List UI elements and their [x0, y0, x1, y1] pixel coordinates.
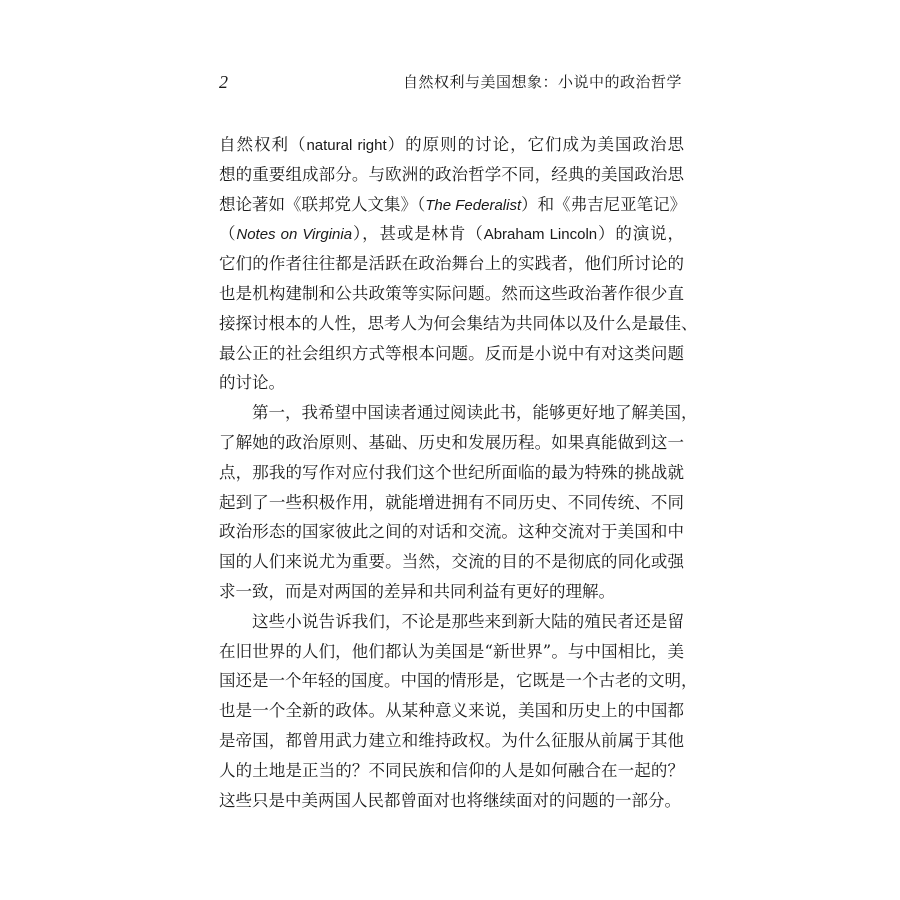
running-title: 自然权利与美国想象：小说中的政治哲学	[402, 73, 682, 91]
text-line: 了解她的政治原则、基础、历史和发展历程。如果真能做到这一	[219, 432, 684, 452]
text-line: （Notes on Virginia），甚或是林肯（Abraham Lincoln）的演说，	[219, 224, 685, 244]
text-line: 想的重要组成部分。与欧洲的政治哲学不同，经典的美国政治思	[219, 164, 684, 184]
paragraph	[219, 398, 698, 607]
text-line: 也是一个全新的政体。从某种意义来说，美国和历史上的中国都	[219, 701, 684, 721]
text-line: 自然权利（natural right）的原则的讨论，它们成为美国政治思	[219, 135, 684, 154]
body-text	[219, 130, 698, 815]
text-line: 政治形态的国家彼此之间的对话和交流。这种交流对于美国和中	[219, 522, 684, 542]
text-line: 点，那我的写作对应付我们这个世纪所面临的最为特殊的挑战就	[219, 462, 684, 482]
text-line: 国还是一个年轻的国度。中国的情形是，它既是一个古老的文明，	[219, 671, 698, 691]
paragraph	[219, 607, 698, 816]
text-line: 它们的作者往往都是活跃在政治舞台上的实践者，他们所讨论的	[219, 254, 684, 274]
text-line: 求一致，而是对两国的差异和共同利益有更好的理解。	[219, 581, 615, 601]
text-line: 起到了一些积极作用，就能增进拥有不同历史、不同传统、不同	[219, 492, 684, 512]
text-line: 也是机构建制和公共政策等实际问题。然而这些政治著作很少直	[219, 283, 684, 303]
text-line: 最公正的社会组织方式等根本问题。反而是小说中有对这类问题	[219, 343, 684, 363]
text-line: 这些小说告诉我们，不论是那些来到新大陆的殖民者还是留	[252, 611, 684, 631]
text-line: 是帝国，都曾用武力建立和维持政权。为什么征服从前属于其他	[219, 730, 684, 750]
text-line: 第一，我希望中国读者通过阅读此书，能够更好地了解美国，	[252, 403, 698, 423]
text-line: 的讨论。	[219, 373, 285, 393]
text-line: 国的人们来说尤为重要。当然，交流的目的不是彻底的同化或强	[219, 552, 684, 572]
page-number: 2	[219, 72, 228, 92]
text-line: 在旧世界的人们，他们都认为美国是“新世界”。与中国相比，美	[219, 641, 684, 661]
text-line: 人的土地是正当的？不同民族和信仰的人是如何融合在一起的？	[219, 760, 684, 780]
text-line: 想论著如《联邦党人文集》（The Federalist）和《弗吉尼亚笔记》	[219, 194, 687, 214]
text-line: 接探讨根本的人性，思考人为何会集结为共同体以及什么是最佳、	[219, 313, 698, 333]
paragraph	[219, 130, 698, 398]
text-line: 这些只是中美两国人民都曾面对也将继续面对的问题的一部分。	[219, 790, 681, 810]
